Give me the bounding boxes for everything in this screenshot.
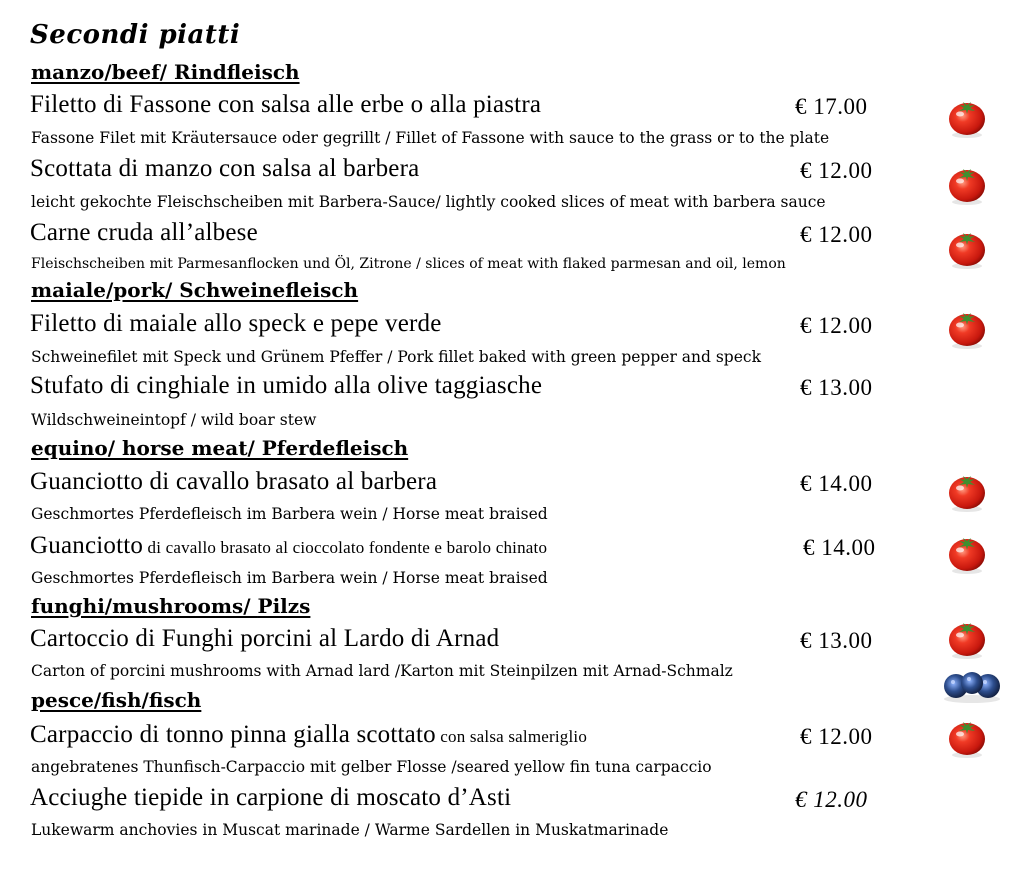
item-description: Schweinefilet mit Speck und Grünem Pfeffer / Pork fillet baked with green pepper and speck xyxy=(31,348,761,366)
item-name: Carne cruda all’albese xyxy=(30,219,258,246)
item-description: Geschmortes Pferdefleisch im Barbera wein / Horse meat braised xyxy=(31,569,548,587)
tomato-icon xyxy=(945,532,989,576)
category-horse: equino/ horse meat/ Pferdefleisch xyxy=(31,436,409,460)
item-price: € 12.00 xyxy=(800,313,873,338)
category-beef: manzo/beef/ Rindfleisch xyxy=(31,60,300,84)
category-fish: pesce/fish/fisch xyxy=(31,688,202,712)
item-price: € 14.00 xyxy=(800,471,873,496)
category-mushrooms-label-de: Pilzs xyxy=(257,594,311,618)
item-name-detail: con salsa salmeriglio xyxy=(435,727,588,746)
item-name: Acciughe tiepide in carpione di moscato d’Asti xyxy=(30,784,512,811)
page-title: Secondi piatti xyxy=(30,20,241,50)
item-description: Fassone Filet mit Kräutersauce oder gegrillt / Fillet of Fassone with sauce to the grass or to the plate xyxy=(31,129,830,147)
item-description: Lukewarm anchovies in Muscat marinade / Warme Sardellen in Muskatmarinade xyxy=(31,821,669,839)
item-description: Fleischscheiben mit Parmesanflocken und Öl, Zitrone / slices of meat with flaked parmesan and oil, lemon xyxy=(31,256,786,272)
item-name: Guanciotto di cavallo brasato al barbera xyxy=(30,468,438,495)
item-name-main: Guanciotto xyxy=(30,532,144,559)
item-price: € 12.00 xyxy=(795,787,868,812)
item-name: Scottata di manzo con salsa al barbera xyxy=(30,155,420,182)
tomato-icon xyxy=(945,617,989,661)
category-mushrooms-label: funghi/mushrooms/ xyxy=(31,594,258,618)
item-name: Stufato di cinghiale in umido alla olive taggiasche xyxy=(30,372,543,399)
item-price: € 13.00 xyxy=(800,375,873,400)
item-description: Carton of porcini mushrooms with Arnad lard /Karton mit Steinpilzen mit Arnad-Schmalz xyxy=(31,662,733,680)
item-description: leicht gekochte Fleischscheiben mit Barbera-Sauce/ lightly cooked slices of meat with barbera sauce xyxy=(31,193,826,211)
item-description: angebratenes Thunfisch-Carpaccio mit gelber Flosse /seared yellow fin tuna carpaccio xyxy=(31,758,712,776)
blueberry-icon xyxy=(940,665,1004,705)
tomato-icon xyxy=(945,307,989,351)
item-price: € 12.00 xyxy=(800,158,873,183)
item-name-main: Carpaccio di tonno pinna gialla scottato xyxy=(30,721,436,748)
item-name-detail: di cavallo brasato al cioccolato fondente e barolo chinato xyxy=(143,538,548,557)
item-name: Cartoccio di Funghi porcini al Lardo di Arnad xyxy=(30,625,500,652)
item-price: € 12.00 xyxy=(800,724,873,749)
category-mushrooms xyxy=(31,594,310,618)
item-price: € 17.00 xyxy=(795,94,868,119)
item-price: € 12.00 xyxy=(800,222,873,247)
item-name: Filetto di maiale allo speck e pepe verde xyxy=(30,310,442,337)
item-price: € 13.00 xyxy=(800,628,873,653)
item-description: Wildschweineintopf / wild boar stew xyxy=(31,411,317,429)
tomato-icon xyxy=(945,163,989,207)
tomato-icon xyxy=(945,716,989,760)
item-name xyxy=(30,532,547,560)
item-description: Geschmortes Pferdefleisch im Barbera wein / Horse meat braised xyxy=(31,505,548,523)
tomato-icon xyxy=(945,96,989,140)
item-name xyxy=(30,721,587,749)
item-price: € 14.00 xyxy=(803,535,876,560)
category-pork: maiale/pork/ Schweinefleisch xyxy=(31,278,359,302)
item-name: Filetto di Fassone con salsa alle erbe o alla piastra xyxy=(30,91,542,118)
tomato-icon xyxy=(945,470,989,514)
tomato-icon xyxy=(945,227,989,271)
